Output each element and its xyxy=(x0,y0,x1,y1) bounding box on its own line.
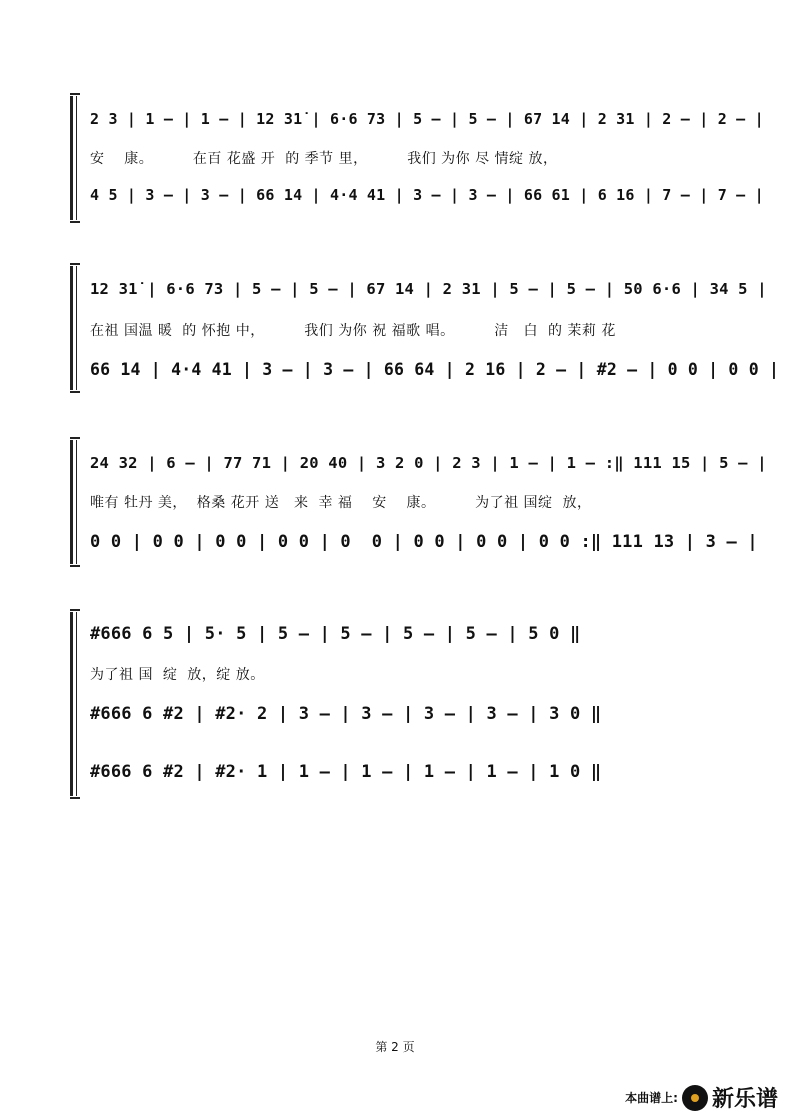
alto-notes-line: #666 6 #2 | #2· 2 | 3 – | 3 – | 3 – | 3 – | 3 0 ‖ xyxy=(90,704,602,724)
alto-notes-line: 4 5 | 3 – | 3 – | 66 14 | 4·4 41 | 3 – | 3 – | 66 61 | 6 16 | 7 – | 7 – | xyxy=(90,186,764,204)
lyrics-line: 为了祖 国 绽 放，绽 放。 xyxy=(90,667,265,683)
score-system-1 xyxy=(70,96,764,224)
soprano-notes-line: 2 3 | 1 – | 1 – | 12 31̇ | 6·6 73 | 5 – | 5 – | 67 14 | 2 31 | 2 – | 2 – | xyxy=(90,110,764,128)
lyrics-line: 在祖 国温 暖 的 怀抱 中， 我们 为你 祝 福歌 唱。 洁 白 的 茉莉 花 xyxy=(90,323,616,339)
lyrics-line: 安 康。 在百 花盛 开 的 季节 里， 我们 为你 尽 情绽 放， xyxy=(90,151,558,167)
alto-notes-line: 66 14 | 4·4 41 | 3 – | 3 – | 66 64 | 2 16 | 2 – | #2 – | 0 0 | 0 0 | xyxy=(90,360,780,379)
system-bracket xyxy=(70,266,73,390)
system-bracket xyxy=(70,96,73,220)
footer-watermark xyxy=(625,1082,778,1113)
system-bracket xyxy=(70,612,73,796)
soprano-notes-line: 24 32 | 6 – | 77 71 | 20 40 | 3 2 0 | 2 3 | 1 – | 1 – :‖ 111 15 | 5 – | xyxy=(90,454,767,472)
bass-notes-line: #666 6 #2 | #2· 1 | 1 – | 1 – | 1 – | 1 – | 1 0 ‖ xyxy=(90,762,602,782)
system-bracket xyxy=(70,440,73,564)
page-number: 第 2 页 xyxy=(375,1040,415,1054)
soprano-notes-line: #666 6 5 | 5· 5 | 5 – | 5 – | 5 – | 5 – | 5 0 ‖ xyxy=(90,624,581,644)
brand-logo-text: 新乐谱 xyxy=(711,1087,778,1112)
lyrics-line: 唯有 牡丹 美， 格桑 花开 送 来 幸 福 安 康。 为了祖 国绽 放， xyxy=(90,495,592,511)
score-system-2 xyxy=(70,266,780,394)
score-system-3 xyxy=(70,440,767,568)
alto-notes-line: 0 0 | 0 0 | 0 0 | 0 0 | 0 0 | 0 0 | 0 0 | 0 0 :‖ 111 13 | 3 – | xyxy=(90,532,758,552)
footer-source-text: 本曲谱上: xyxy=(625,1091,678,1105)
score-system-4 xyxy=(70,612,602,802)
vinyl-disc-icon xyxy=(682,1085,708,1111)
soprano-notes-line: 12 31̇ | 6·6 73 | 5 – | 5 – | 67 14 | 2 31 | 5 – | 5 – | 50 6·6 | 34 5 | xyxy=(90,280,767,298)
